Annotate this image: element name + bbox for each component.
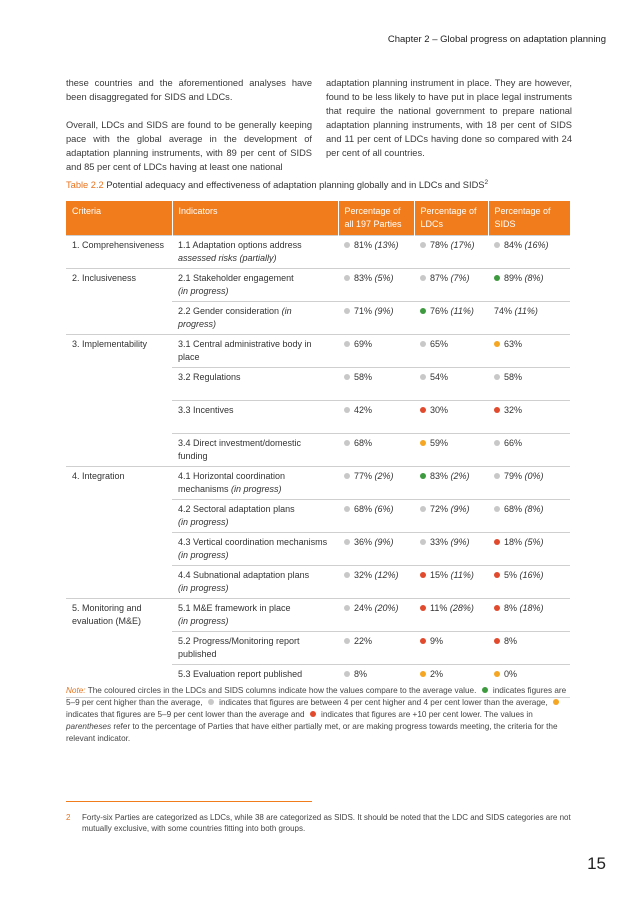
partial-percentage: (9%) [448, 537, 470, 547]
all-parties-cell [338, 236, 414, 269]
indicator-text: 4.4 Subnational adaptation plans [178, 570, 310, 580]
table-row [66, 632, 570, 665]
table-row [66, 500, 570, 533]
partial-percentage: (2%) [372, 471, 394, 481]
indicator-cell [172, 335, 338, 368]
indicator-text: 3.4 Direct investment/domestic funding [178, 438, 302, 461]
criteria-cell: 4. Integration [66, 467, 172, 500]
indicator-cell [172, 434, 338, 467]
red-circle-icon [420, 572, 426, 578]
indicator-text: 5.3 Evaluation report published [178, 669, 303, 679]
indicator-cell [172, 566, 338, 599]
percentage-value: 81% [354, 240, 373, 250]
grey-circle-icon [344, 638, 350, 644]
percentage-value: 71% [354, 306, 373, 316]
grey-circle-icon [344, 374, 350, 380]
ldc-cell [414, 434, 488, 467]
all-parties-cell [338, 599, 414, 632]
partial-percentage: (8%) [522, 504, 544, 514]
indicator-cell [172, 599, 338, 632]
grey-circle-icon [344, 473, 350, 479]
grey-circle-icon [344, 407, 350, 413]
body-column-right [326, 76, 572, 174]
grey-circle-icon [494, 506, 500, 512]
percentage-value: 22% [354, 636, 373, 646]
percentage-value: 63% [504, 339, 523, 349]
ldc-cell [414, 599, 488, 632]
ldc-cell [414, 368, 488, 401]
percentage-value: 18% [504, 537, 523, 547]
orange-circle-icon [553, 699, 559, 705]
criteria-cell [66, 566, 172, 599]
percentage-value: 89% [504, 273, 523, 283]
percentage-value: 8% [354, 669, 368, 679]
percentage-value: 65% [430, 339, 449, 349]
indicator-cell [172, 632, 338, 665]
table-row [66, 599, 570, 632]
percentage-value: 79% [504, 471, 523, 481]
partial-percentage: (9%) [372, 537, 394, 547]
partial-percentage: (8%) [522, 273, 544, 283]
percentage-value: 68% [504, 504, 523, 514]
table-header-row [66, 201, 570, 236]
all-parties-cell [338, 566, 414, 599]
sids-cell [488, 434, 570, 467]
partial-percentage: (11%) [448, 306, 474, 316]
partial-percentage: (16%) [522, 240, 549, 250]
percentage-value: 36% [354, 537, 373, 547]
grey-circle-icon [344, 275, 350, 281]
percentage-value: 77% [354, 471, 373, 481]
partial-percentage: (20%) [372, 603, 399, 613]
sids-cell [488, 599, 570, 632]
percentage-value: 72% [430, 504, 449, 514]
percentage-value: 15% [430, 570, 449, 580]
orange-circle-icon [420, 671, 426, 677]
table-row [66, 269, 570, 302]
note-text: indicates that figures are 5–9 per cent lower than the average and [66, 710, 307, 719]
red-circle-icon [494, 539, 500, 545]
grey-circle-icon [420, 242, 426, 248]
table-row [66, 401, 570, 434]
percentage-value: 42% [354, 405, 373, 415]
indicator-status: (in progress) [178, 286, 229, 296]
grey-circle-icon [344, 308, 350, 314]
sids-cell [488, 335, 570, 368]
all-parties-cell [338, 401, 414, 434]
all-parties-cell [338, 500, 414, 533]
indicator-text: 4.1 Horizontal coordination mechanisms [178, 471, 286, 494]
green-circle-icon [494, 275, 500, 281]
partial-percentage: (11%) [512, 306, 538, 316]
percentage-value: 5% [504, 570, 518, 580]
percentage-value: 58% [354, 372, 373, 382]
footnote-number: 2 [66, 813, 71, 822]
grey-circle-icon [420, 374, 426, 380]
ldc-cell [414, 566, 488, 599]
body-paragraph: Overall, LDCs and SIDS are found to be generally keeping pace with the global average in the development of adaptation planning instruments, with 89 per cent of SIDS and 85 per cent of LDCs having at least one national [66, 120, 312, 172]
ldc-cell [414, 269, 488, 302]
partial-percentage: (9%) [448, 504, 470, 514]
all-parties-cell [338, 632, 414, 665]
indicator-text: 3.3 Incentives [178, 405, 234, 415]
partial-percentage: (7%) [448, 273, 470, 283]
table-row [66, 368, 570, 401]
sids-cell [488, 467, 570, 500]
sids-cell [488, 302, 570, 335]
grey-circle-icon [420, 506, 426, 512]
all-parties-cell [338, 467, 414, 500]
criteria-cell [66, 500, 172, 533]
note-text: refer to the percentage of Parties that have either partially met, or are making progress towards meeting, the criteria for the relevant indicator. [66, 722, 558, 743]
header-indicators: Indicators [172, 201, 338, 236]
header-ldcs: Percentage of LDCs [414, 201, 488, 236]
header-criteria: Criteria [66, 201, 172, 236]
percentage-value: 2% [430, 669, 444, 679]
green-circle-icon [420, 308, 426, 314]
grey-circle-icon [420, 539, 426, 545]
indicator-cell [172, 368, 338, 401]
partial-percentage: (18%) [517, 603, 544, 613]
percentage-value: 83% [430, 471, 449, 481]
percentage-value: 58% [504, 372, 523, 382]
percentage-value: 8% [504, 603, 518, 613]
sids-cell [488, 566, 570, 599]
indicator-cell [172, 467, 338, 500]
grey-circle-icon [420, 275, 426, 281]
percentage-value: 66% [504, 438, 523, 448]
grey-circle-icon [494, 440, 500, 446]
header-all-parties: Percentage of all 197 Parties [338, 201, 414, 236]
indicator-cell [172, 401, 338, 434]
indicator-status: (in progress) [178, 306, 292, 329]
percentage-value: 78% [430, 240, 449, 250]
indicator-text: 4.2 Sectoral adaptation plans [178, 504, 295, 514]
red-circle-icon [494, 638, 500, 644]
percentage-value: 69% [354, 339, 373, 349]
red-circle-icon [494, 407, 500, 413]
table-row [66, 566, 570, 599]
note-text: indicates figures are 5–9 per cent higher than the average, [66, 686, 567, 707]
percentage-value: 68% [354, 504, 373, 514]
orange-circle-icon [494, 671, 500, 677]
grey-circle-icon [344, 242, 350, 248]
sids-cell [488, 500, 570, 533]
red-circle-icon [494, 605, 500, 611]
percentage-value: 11% [430, 603, 448, 613]
orange-circle-icon [420, 440, 426, 446]
partial-percentage: (28%) [447, 603, 474, 613]
red-circle-icon [420, 605, 426, 611]
note-text: indicates that figures are between 4 per cent higher and 4 per cent lower than the average, [216, 698, 551, 707]
sids-cell [488, 401, 570, 434]
footnote-text: Forty-six Parties are categorized as LDCs, while 38 are categorized as SIDS. It should be noted that the LDC and SIDS categories are not mutually exclusive, with some countries fitting into both groups. [82, 813, 571, 833]
grey-circle-icon [494, 374, 500, 380]
note-label: Note: [66, 686, 86, 695]
percentage-value: 24% [354, 603, 373, 613]
grey-circle-icon [344, 539, 350, 545]
indicator-status: (in progress) [178, 550, 229, 560]
indicator-text: 3.2 Regulations [178, 372, 241, 382]
sids-cell [488, 368, 570, 401]
partial-percentage: (9%) [372, 306, 394, 316]
all-parties-cell [338, 335, 414, 368]
body-paragraph: these countries and the aforementioned analyses have been disaggregated for SIDS and LDCs. [66, 78, 312, 102]
percentage-value: 87% [430, 273, 449, 283]
partial-percentage: (13%) [372, 240, 399, 250]
indicator-cell [172, 533, 338, 566]
indicator-text: 2.1 Stakeholder engagement [178, 273, 294, 283]
footnote-ref[interactable]: 2 [484, 179, 489, 186]
ldc-cell [414, 632, 488, 665]
table-row [66, 533, 570, 566]
ldc-cell [414, 335, 488, 368]
criteria-cell [66, 434, 172, 467]
percentage-value: 68% [354, 438, 373, 448]
indicator-cell [172, 500, 338, 533]
table-caption [66, 179, 586, 190]
partial-percentage: (12%) [372, 570, 399, 580]
ldc-cell [414, 401, 488, 434]
indicator-status: (in progress) [178, 583, 229, 593]
indicator-status: (in progress) [178, 616, 229, 626]
ldc-cell [414, 302, 488, 335]
grey-circle-icon [494, 242, 500, 248]
indicator-status: assessed risks (partially) [178, 253, 277, 263]
grey-circle-icon [344, 572, 350, 578]
criteria-cell [66, 401, 172, 434]
red-circle-icon [420, 407, 426, 413]
criteria-cell: 1. Comprehensiveness [66, 236, 172, 269]
percentage-value: 74% [494, 306, 513, 316]
percentage-value: 33% [430, 537, 449, 547]
indicator-text: 3.1 Central administrative body in place [178, 339, 312, 362]
sids-cell [488, 533, 570, 566]
ldc-cell [414, 467, 488, 500]
partial-percentage: (5%) [372, 273, 394, 283]
criteria-cell [66, 533, 172, 566]
footnote-divider [66, 801, 312, 802]
percentage-value: 30% [430, 405, 449, 415]
table-row [66, 467, 570, 500]
percentage-value: 83% [354, 273, 373, 283]
grey-circle-icon [344, 341, 350, 347]
partial-percentage: (11%) [448, 570, 474, 580]
sids-cell [488, 269, 570, 302]
grey-circle-icon [344, 671, 350, 677]
indicator-text: 5.2 Progress/Monitoring report published [178, 636, 300, 659]
table-title: Potential adequacy and effectiveness of adaptation planning globally and in LDCs and SIDS [103, 180, 485, 191]
red-circle-icon [494, 572, 500, 578]
body-paragraph: adaptation planning instrument in place. They are however, found to be less likely to have put in place legal instruments that require the national government to prepare national adaptation planning instruments, with 18 per cent of SIDS and 11 per cent of LDCs having done so compared with 24 per cent of all countries. [326, 78, 572, 158]
all-parties-cell [338, 269, 414, 302]
all-parties-cell [338, 533, 414, 566]
ldc-cell [414, 236, 488, 269]
green-circle-icon [420, 473, 426, 479]
page-number: 15 [587, 854, 606, 873]
all-parties-cell [338, 434, 414, 467]
all-parties-cell [338, 302, 414, 335]
grey-circle-icon [344, 506, 350, 512]
red-circle-icon [420, 638, 426, 644]
table-row [66, 434, 570, 467]
criteria-cell: 2. Inclusiveness [66, 269, 172, 302]
percentage-value: 9% [430, 636, 444, 646]
orange-circle-icon [494, 341, 500, 347]
indicator-text: 5.1 M&E framework in place [178, 603, 291, 613]
sids-cell [488, 632, 570, 665]
partial-percentage: (17%) [448, 240, 475, 250]
indicator-cell [172, 269, 338, 302]
criteria-cell [66, 302, 172, 335]
indicator-text: 1.1 Adaptation options address [178, 240, 302, 250]
percentage-value: 54% [430, 372, 449, 382]
criteria-cell [66, 368, 172, 401]
footnote [66, 812, 574, 834]
partial-percentage: (16%) [517, 570, 544, 580]
table-row [66, 236, 570, 269]
header-sids: Percentage of SIDS [488, 201, 570, 236]
note-text: The coloured circles in the LDCs and SIDS columns indicate how the values compare to the average value. [85, 686, 479, 695]
table-row [66, 335, 570, 368]
table-note [66, 685, 572, 745]
ldc-cell [414, 500, 488, 533]
partial-percentage: (0%) [522, 471, 544, 481]
grey-circle-icon [494, 473, 500, 479]
grey-circle-icon [344, 605, 350, 611]
grey-circle-icon [420, 341, 426, 347]
partial-percentage: (6%) [372, 504, 394, 514]
percentage-value: 0% [504, 669, 518, 679]
adequacy-table [66, 201, 570, 698]
grey-circle-icon [208, 699, 214, 705]
note-text: indicates that figures are +10 per cent lower. The values in [318, 710, 533, 719]
all-parties-cell [338, 368, 414, 401]
percentage-value: 59% [430, 438, 449, 448]
indicator-text: 2.2 Gender consideration [178, 306, 280, 316]
percentage-value: 32% [354, 570, 373, 580]
note-text-italic: parentheses [66, 722, 112, 731]
indicator-status: (in progress) [228, 484, 282, 494]
percentage-value: 32% [504, 405, 523, 415]
partial-percentage: (2%) [448, 471, 470, 481]
sids-cell [488, 236, 570, 269]
red-circle-icon [310, 711, 316, 717]
criteria-cell [66, 632, 172, 665]
percentage-value: 8% [504, 636, 518, 646]
grey-circle-icon [344, 440, 350, 446]
percentage-value: 76% [430, 306, 449, 316]
ldc-cell [414, 533, 488, 566]
criteria-cell: 3. Implementability [66, 335, 172, 368]
indicator-status: (in progress) [178, 517, 229, 527]
indicator-cell [172, 236, 338, 269]
table-label: Table 2.2 [66, 180, 104, 191]
green-circle-icon [482, 687, 488, 693]
criteria-cell: 5. Monitoring and evaluation (M&E) [66, 599, 172, 632]
table-row [66, 302, 570, 335]
indicator-text: 4.3 Vertical coordination mechanisms [178, 537, 328, 547]
indicator-cell [172, 302, 338, 335]
chapter-header: Chapter 2 – Global progress on adaptation planning [387, 34, 606, 45]
percentage-value: 84% [504, 240, 523, 250]
partial-percentage: (5%) [522, 537, 544, 547]
